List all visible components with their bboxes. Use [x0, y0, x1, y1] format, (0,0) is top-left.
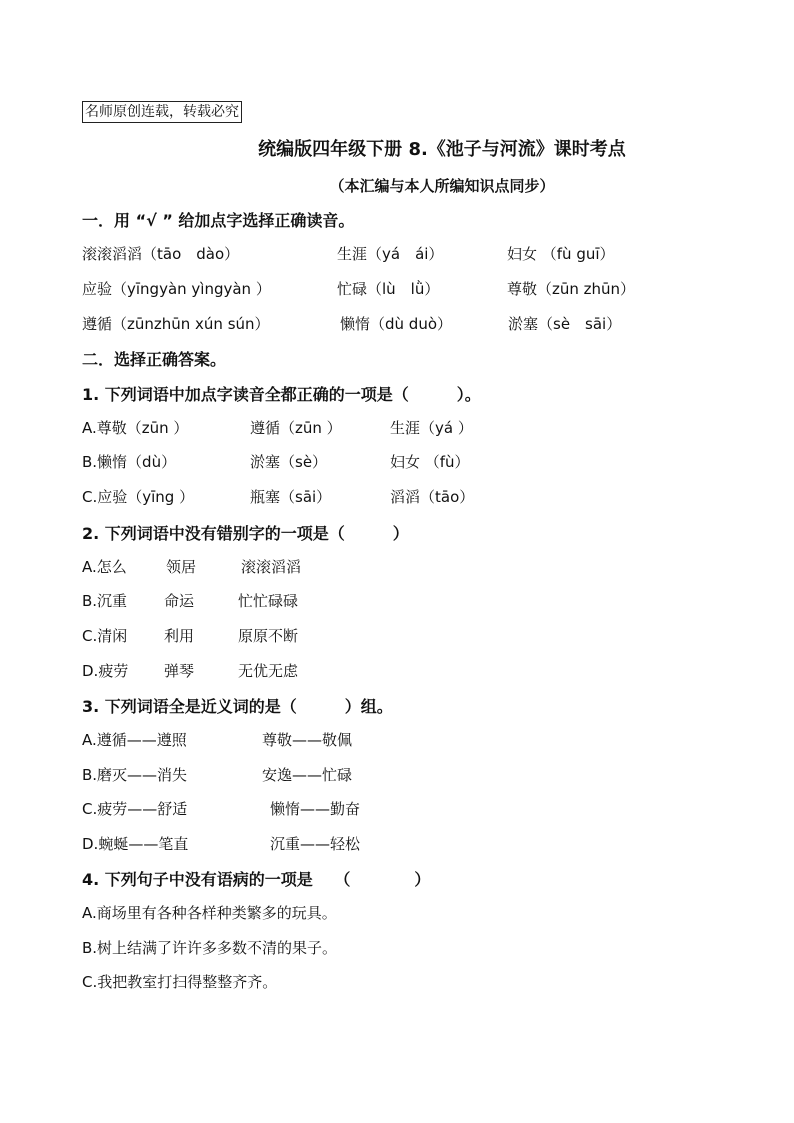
pinyin-item: 滚滚滔滔（tāo dào）: [82, 245, 240, 263]
pinyin-item: 遵循（zūnzhūn xún sún）: [82, 315, 270, 333]
option-item: 滔滔（tāo）: [390, 488, 475, 506]
option-item: C.应验（yīng ）: [82, 488, 195, 506]
section2-heading: 二．选择正确答案。: [82, 350, 227, 369]
option-item: 懒惰——勤奋: [270, 800, 361, 818]
pinyin-item: 应验（yīngyàn yìngyàn ）: [82, 280, 271, 298]
pinyin-item: 懒惰（dù duò）: [340, 315, 453, 333]
option-item: B.树上结满了许许多多数不清的果子。: [82, 939, 338, 957]
option-item: A.商场里有各种各样种类繁多的玩具。: [82, 904, 337, 922]
section1-heading: 一．用 “√ ” 给加点字选择正确读音。: [82, 211, 355, 230]
option-item: D.蜿蜒——笔直: [82, 835, 189, 853]
pinyin-item: 生涯（yá ái）: [337, 245, 444, 263]
option-item: A.怎么: [82, 558, 127, 576]
copyright-stamp: 名师原创连载，转载必究: [82, 101, 242, 123]
option-item: 滚滚滔滔: [241, 558, 302, 576]
option-item: 无优无虑: [238, 662, 299, 680]
option-item: C.清闲: [82, 627, 128, 645]
question-stem: 4. 下列句子中没有语病的一项是 （ ）: [82, 870, 431, 889]
option-item: 忙忙碌碌: [238, 592, 299, 610]
option-item: 命运: [164, 592, 195, 610]
question-stem: 1. 下列词语中加点字读音全都正确的一项是（ ）。: [82, 385, 481, 404]
option-item: 尊敬——敬佩: [262, 731, 353, 749]
pinyin-item: 尊敬（zūn zhūn）: [507, 280, 636, 298]
option-item: 原原不断: [238, 627, 299, 645]
option-item: 安逸——忙碌: [262, 766, 353, 784]
option-item: C.疲劳——舒适: [82, 800, 188, 818]
pinyin-item: 淤塞（sè sāi）: [508, 315, 622, 333]
page-subtitle-text: （本汇编与本人所编知识点同步）: [329, 177, 555, 195]
option-item: 弹琴: [164, 662, 195, 680]
option-item: B.懒惰（dù）: [82, 453, 177, 471]
option-item: 妇女 （fù）: [390, 453, 470, 471]
option-item: B.沉重: [82, 592, 128, 610]
option-item: 生涯（yá ）: [390, 419, 473, 437]
option-item: B.磨灭——消失: [82, 766, 188, 784]
option-item: 瓶塞（sāi）: [250, 488, 332, 506]
page-title: [0, 135, 794, 161]
question-stem: 3. 下列词语全是近义词的是（ ）组。: [82, 697, 393, 716]
option-item: C.我把教室打扫得整整齐齐。: [82, 973, 278, 991]
page-title-text: 统编版四年级下册 8.《池子与河流》课时考点: [258, 139, 626, 160]
option-item: 沉重——轻松: [270, 835, 361, 853]
option-item: 遵循（zūn ）: [250, 419, 342, 437]
option-item: 淤塞（sè）: [250, 453, 328, 471]
pinyin-item: 忙碌（lù lǜ）: [337, 280, 440, 298]
question-stem: 2. 下列词语中没有错别字的一项是（ ）: [82, 524, 409, 543]
option-item: D.疲劳: [82, 662, 129, 680]
option-item: A.尊敬（zūn ）: [82, 419, 189, 437]
page-subtitle: [0, 175, 794, 196]
option-item: A.遵循——遵照: [82, 731, 187, 749]
pinyin-item: 妇女 （fù guī）: [507, 245, 615, 263]
option-item: 利用: [164, 627, 195, 645]
option-item: 领居: [166, 558, 197, 576]
